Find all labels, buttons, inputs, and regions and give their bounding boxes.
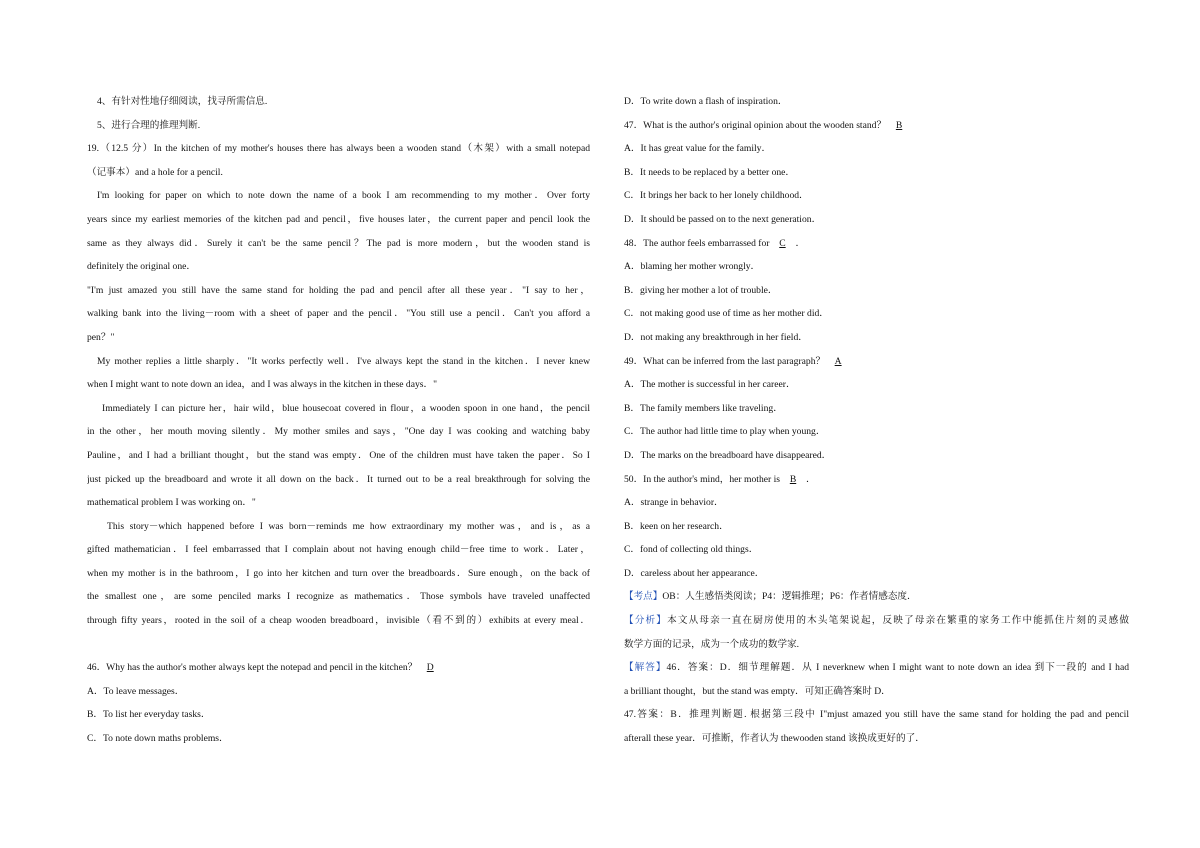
line-text: A．The mother is successful in her career．: [624, 379, 796, 391]
text-line: [624, 515, 1129, 539]
line-text: walking bank into the living－room with a sheet of paper and the pencil．"You still use a pencil．Can't you afford a: [87, 308, 590, 320]
answer-blank: C: [779, 237, 786, 249]
line-text: 48．The author feels embarrassed for: [624, 237, 770, 249]
text-line: [87, 680, 590, 704]
line-text: 4、有针对性地仔细阅读，找寻所需信息.: [97, 96, 268, 107]
line-text: A．strange in behavior．: [624, 497, 724, 509]
line-text: （记事本）and a hole for a pencil.: [87, 166, 223, 178]
line-text: B．To list her everyday tasks．: [87, 709, 211, 721]
question-line: [87, 656, 590, 680]
question-line: [624, 232, 1129, 256]
line-text: definitely the original one．: [87, 261, 196, 273]
answer-blank: B: [789, 473, 797, 485]
text-line: [624, 161, 1129, 185]
line-text: C．not making good use of time as her mother did．: [624, 308, 829, 320]
text-line: [624, 420, 1129, 444]
text-line: [87, 326, 590, 350]
text-line: [624, 562, 1129, 586]
line-text: This story－which happened before I was born－reminds me how extraordinary my mother was，and is，as a: [107, 520, 590, 532]
line-text: 47.答案：B．推理判断题. 根据第三段中 I"mjust amazed you still have the same stand for holding the pad and pencil: [624, 709, 1129, 721]
text-line: [87, 491, 590, 515]
question-line: [624, 114, 1129, 138]
line-text: B．It needs to be replaced by a better one．: [624, 166, 796, 178]
analysis-line: [624, 609, 1129, 633]
line-text: D．To write down a flash of inspiration．: [624, 96, 788, 107]
section-tag: 【分析】: [624, 615, 668, 627]
line-text: My mother replies a little sharply．"It works perfectly well．I've always kept the stand in the kitchen．I never knew: [97, 355, 590, 367]
text-line: [87, 397, 590, 421]
text-line: [624, 727, 1129, 751]
line-text: Pauline，and I had a brilliant thought，but the stand was empty．One of the children must have taken the paper．So I: [87, 449, 590, 461]
text-line: [87, 232, 590, 256]
text-line: [624, 538, 1129, 562]
line-text: a brilliant thought，but the stand was empty．可知正确答案时 D．: [624, 685, 891, 697]
text-line: [87, 184, 590, 208]
line-text: afterall these year．可推断，作者认为 thewooden stand 该换成更好的了．: [624, 733, 925, 745]
line-text: B．The family members like traveling．: [624, 402, 783, 414]
answer-blank: A: [834, 355, 842, 367]
text-line: [87, 373, 590, 397]
text-line: [624, 397, 1129, 421]
line-text: C．To note down maths problems．: [87, 733, 229, 745]
text-line: [87, 255, 590, 279]
text-line: [87, 515, 590, 539]
line-text: gifted mathematician．I feel embarrassed that I complain about not having enough child－free time to work．Later，: [87, 544, 590, 556]
text-line: [624, 373, 1129, 397]
line-text: through fifty years，rooted in the soil of a cheap wooden breadboard，invisible（看不到的）exhibits at every meal．: [87, 615, 590, 627]
line-text: D．not making any breakthrough in her field．: [624, 331, 808, 343]
text-line: [87, 161, 590, 185]
line-text: Immediately I can picture her，hair wild，blue housecoat covered in flour，a wooden spoon in one hand，the pencil: [102, 402, 590, 414]
text-line: [87, 114, 590, 138]
text-line: [624, 279, 1129, 303]
line-text: A．It has great value for the family．: [624, 143, 772, 155]
line-text: B．giving her mother a lot of trouble．: [624, 284, 778, 296]
text-line: [87, 420, 590, 444]
left-column: [87, 90, 590, 751]
text-line: [87, 585, 590, 609]
line-text: A．blaming her mother wrongly．: [624, 261, 761, 273]
line-text: OB：人生感悟类阅读；P4：逻辑推理；P6：作者情感态度．: [662, 591, 917, 603]
text-line: [87, 609, 590, 633]
line-suffix: ．: [806, 473, 816, 485]
line-text: D．It should be passed on to the next generation．: [624, 213, 822, 225]
line-text: in the other，her mouth moving silently．My mother smiles and says，"One day I was cooking and watching baby: [87, 426, 590, 438]
line-text: B．keen on her research．: [624, 520, 729, 532]
question-line: [624, 350, 1129, 374]
line-text: 49．What can be inferred from the last paragraph？: [624, 355, 826, 367]
text-line: [624, 444, 1129, 468]
line-text: C．The author had little time to play when young．: [624, 426, 826, 438]
answer-blank: D: [426, 662, 434, 674]
text-line: [624, 491, 1129, 515]
text-line: [87, 90, 590, 114]
question-line: [624, 468, 1129, 492]
line-text: mathematical problem I was working on．": [87, 497, 256, 509]
line-suffix: ．: [795, 237, 806, 249]
section-tag: 【考点】: [624, 591, 663, 603]
text-line: [624, 680, 1129, 704]
line-text: "I'm just amazed you still have the same stand for holding the pad and pencil after all these year．"I say to her，: [87, 284, 590, 296]
text-line: [624, 90, 1129, 114]
line-text: 46．答案：D．细节理解题．从 I neverknew when I might want to note down an idea 到下一段的 and I had: [666, 662, 1129, 674]
text-line: [87, 137, 590, 161]
line-text: 47．What is the author's original opinion about the wooden stand？: [624, 119, 887, 131]
analysis-line: [624, 656, 1129, 680]
text-line: [624, 302, 1129, 326]
line-text: years since my earliest memories of the kitchen pad and pencil，five houses later，the current paper and pencil look the: [87, 213, 590, 225]
line-text: D．careless about her appearance．: [624, 567, 765, 579]
text-line: [87, 538, 590, 562]
line-text: 本文从母亲一直在厨房使用的木头笔架说起，反映了母亲在繁重的家务工作中能抓住片刻的灵感做: [667, 615, 1129, 627]
text-line: [87, 279, 590, 303]
line-text: 5、进行合理的推理判断.: [97, 119, 201, 131]
text-line: [87, 703, 590, 727]
line-text: when I might want to note down an idea，and I was always in the kitchen in these days．": [87, 379, 438, 391]
line-text: pen？": [87, 331, 115, 343]
text-line: [87, 562, 590, 586]
line-text: 50．In the author's mind，her mother is: [624, 473, 781, 485]
line-text: D．The marks on the breadboard have disappeared．: [624, 449, 832, 461]
text-line: [624, 326, 1129, 350]
text-line: [87, 444, 590, 468]
text-line: [624, 184, 1129, 208]
line-text: 19.（12.5 分）In the kitchen of my mother's houses there has always been a wooden stand（木架）with a small notepad: [87, 143, 590, 155]
text-line: [87, 302, 590, 326]
section-tag: 【解答】: [624, 662, 667, 674]
text-line: [87, 350, 590, 374]
answer-blank: B: [895, 119, 903, 131]
line-text: A．To leave messages．: [87, 685, 185, 697]
line-text: C．fond of collecting old things．: [624, 544, 759, 556]
text-line: [624, 137, 1129, 161]
line-text: same as they always did．Surely it can't be the same pencil？The pad is more modern，but the wooden stand is: [87, 237, 590, 249]
line-text: when my mother is in the bathroom，I go into her kitchen and turn over the breadboards．Sure enough，on the back of: [87, 567, 590, 579]
text-line: [624, 633, 1129, 657]
line-text: 46．Why has the author's mother always kept the notepad and pencil in the kitchen？: [87, 662, 418, 674]
text-line: [624, 255, 1129, 279]
text-line: [87, 633, 590, 657]
line-text: C．It brings her back to her lonely childhood．: [624, 190, 809, 202]
analysis-line: [624, 585, 1129, 609]
line-text: 数学方面的记录，成为一个成功的数学家.: [624, 638, 800, 650]
line-text: just picked up the breadboard and wrote it all down on the back．It turned out to be a real breakthrough for solving the: [87, 473, 590, 485]
text-line: [624, 703, 1129, 727]
right-column: [624, 90, 1129, 751]
text-line: [87, 727, 590, 751]
text-line: [624, 208, 1129, 232]
text-line: [87, 468, 590, 492]
text-line: [87, 208, 590, 232]
line-text: the smallest one，are some penciled marks I recognize as mathematics．Those symbols have traveled unaffected: [87, 591, 590, 603]
line-text: I'm looking for paper on which to note down the name of a book I am recommending to my mother．Over forty: [97, 190, 590, 202]
